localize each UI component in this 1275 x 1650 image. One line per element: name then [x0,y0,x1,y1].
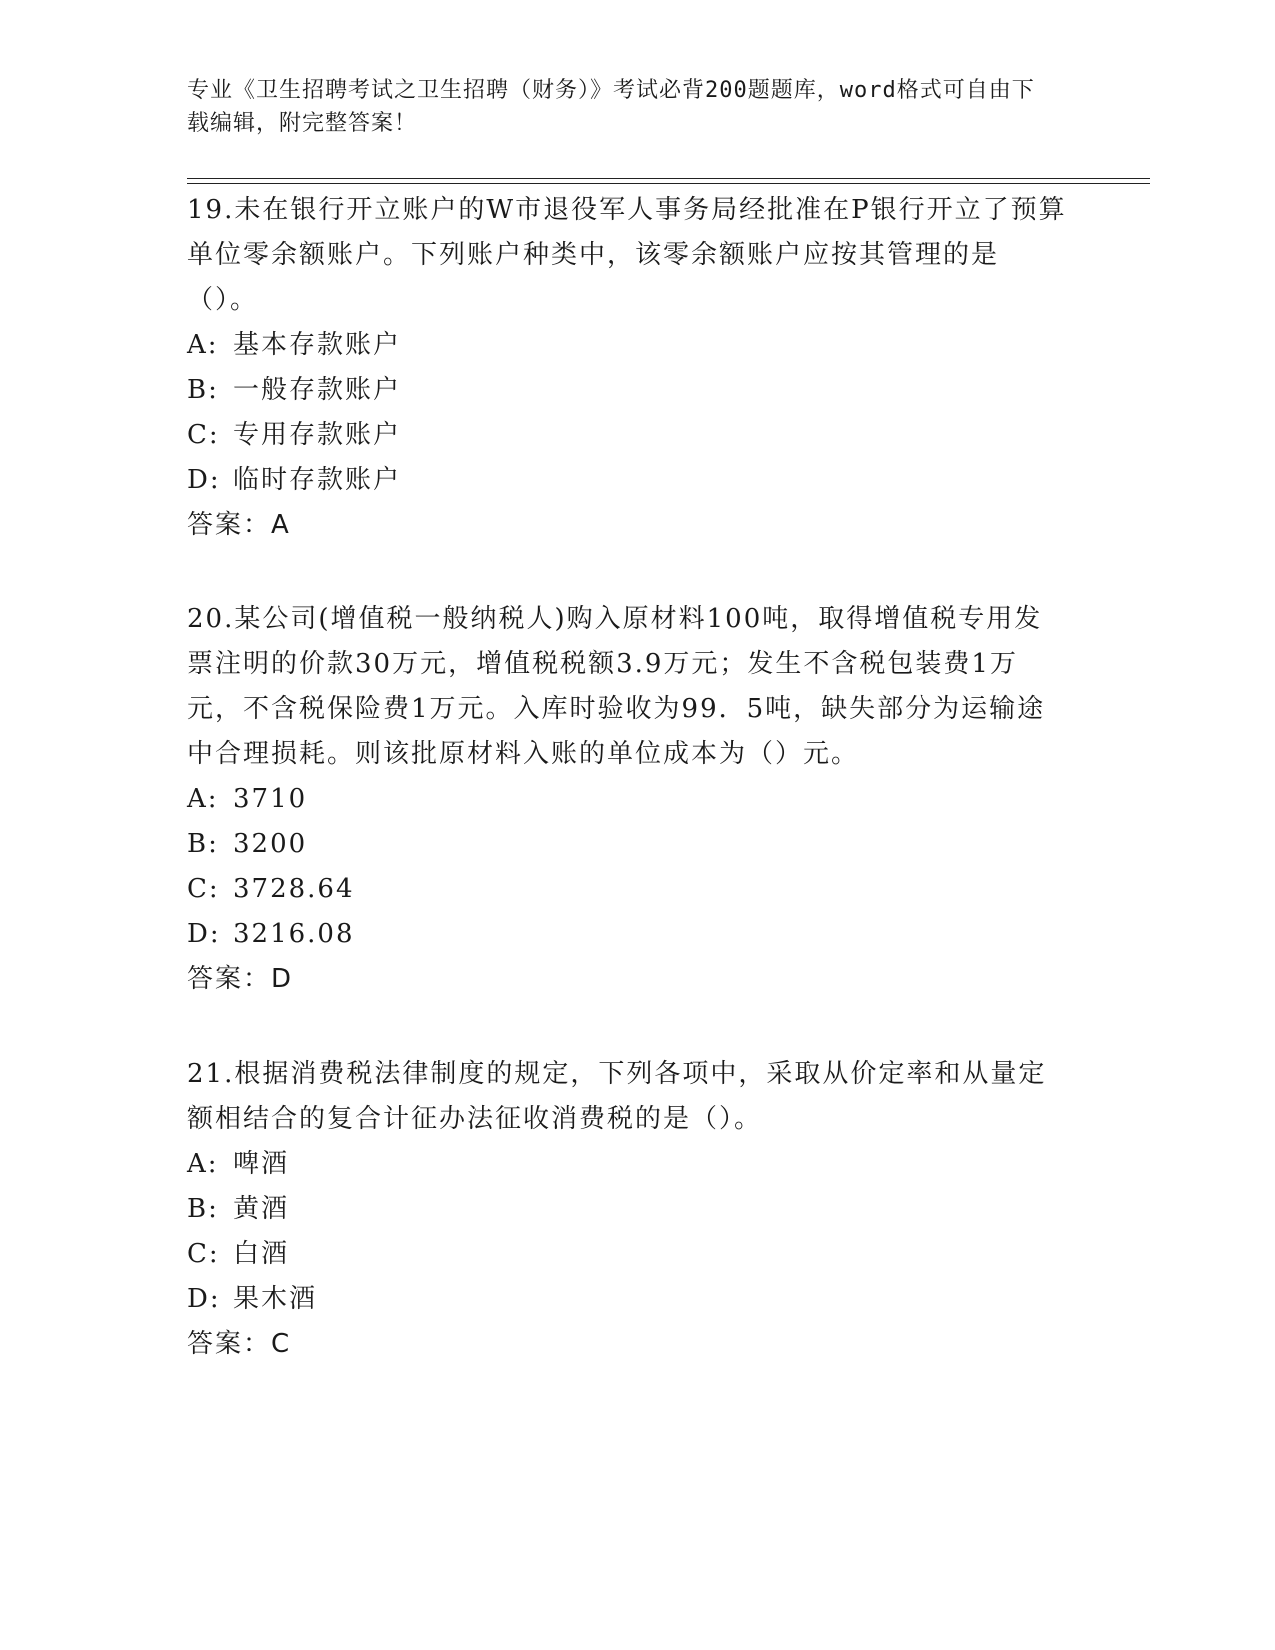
question-text: 19.未在银行开立账户的W市退役军人事务局经批准在P银行开立了预算单位零余额账户。下列账户种类中，该零余额账户应按其管理的是（）。 [187,195,1067,315]
option-text: 白酒 [233,1239,290,1269]
option-a [187,1142,1067,1187]
answer: 答案：A [187,510,291,540]
option-b [187,368,1067,413]
option-b [187,1187,1067,1232]
option-key: B: [187,829,219,859]
option-text: 果木酒 [233,1284,318,1314]
question-text: 20.某公司(增值税一般纳税人)购入原材料100吨，取得增值税专用发票注明的价款30万元，增值税税额3.9万元；发生不含税包装费1万元，不含税保险费1万元。入库时验收为99．5吨，缺失部分为运输途中合理损耗。则该批原材料入账的单位成本为（）元。 [187,604,1046,769]
option-c [187,867,1067,912]
option-key: A: [187,330,219,360]
option-key: C: [187,1239,220,1269]
option-key: B: [187,1194,219,1224]
option-text: 一般存款账户 [233,375,402,405]
option-key: A: [187,1149,219,1179]
header-divider-bottom [187,183,1150,184]
option-d [187,458,1067,503]
header-divider-top [187,178,1150,179]
answer: 答案：D [187,964,294,994]
option-key: D: [187,465,221,495]
option-key: A: [187,784,219,814]
option-key: C: [187,420,220,450]
document-header: 专业《卫生招聘考试之卫生招聘（财务）》考试必背200题题库，word格式可自由下载编辑，附完整答案！ [187,78,1035,136]
option-text: 3200 [233,829,308,859]
option-key: D: [187,919,221,949]
question-19 [187,188,1067,548]
option-key: D: [187,1284,221,1314]
option-a [187,323,1067,368]
option-c [187,1232,1067,1277]
option-d [187,1277,1067,1322]
option-text: 3710 [233,784,308,814]
answer: 答案：C [187,1329,292,1359]
question-text: 21.根据消费税法律制度的规定，下列各项中，采取从价定率和从量定额相结合的复合计征办法征收消费税的是（）。 [187,1059,1047,1134]
option-b [187,822,1067,867]
option-text: 啤酒 [233,1149,290,1179]
option-d [187,912,1067,957]
question-21 [187,1052,1067,1367]
option-key: B: [187,375,219,405]
option-text: 基本存款账户 [233,330,402,360]
question-20 [187,597,1067,1002]
option-text: 3216.08 [233,919,355,949]
option-text: 3728.64 [233,874,355,904]
option-text: 临时存款账户 [233,465,402,495]
option-c [187,413,1067,458]
option-key: C: [187,874,220,904]
option-text: 黄酒 [233,1194,290,1224]
option-a [187,777,1067,822]
option-text: 专用存款账户 [233,420,402,450]
